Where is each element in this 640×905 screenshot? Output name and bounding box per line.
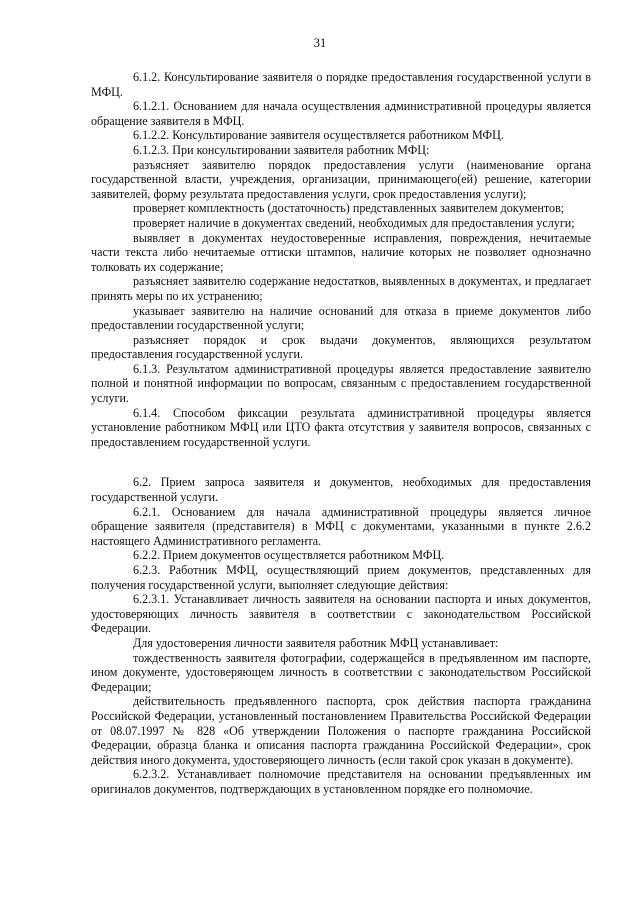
paragraph: разъясняет порядок и срок выдачи документов, являющихся результатом предоставления государственной услуги. <box>91 332 591 362</box>
paragraph: разъясняет заявителю содержание недостатков, выявленных в документах, и предлагает принять меры по их устранению; <box>91 274 591 303</box>
paragraph: 6.1.2.3. При консультировании заявителя работник МФЦ: <box>133 142 430 157</box>
paragraph: 6.1.4. Способом фиксации результата административной процедуры является установление работником МФЦ или ЦТО факта отсутствия у заявителя вопросов, связанных с предоставлением государственной услуги. <box>91 405 591 449</box>
paragraph: Для удостоверения личности заявителя работник МФЦ устанавливает: <box>133 635 499 650</box>
paragraph: выявляет в документах неудостоверенные исправления, повреждения, нечитаемые части текста либо нечитаемые оттиски штампов, наличие которых не позволяет однозначно толковать их содержание; <box>91 230 591 274</box>
paragraph: проверяет комплектность (достаточность) представленных заявителем документов; <box>133 201 565 216</box>
paragraph: 6.2.3.2. Устанавливает полномочие представителя на основании предъявленных им оригиналов документов, подтверждающих в установленном порядке его полномочие. <box>91 767 591 796</box>
paragraph: 6.1.2. Консультирование заявителя о порядке предоставления государственной услуги в МФЦ. <box>91 70 591 99</box>
paragraph: действительность предъявленного паспорта, срок действия паспорта гражданина Российской Федерации, установленный постановлением Правительства Российской Федерации от 08.07.1997 № 828 «Об утверждении Положения о паспорте гражданина Российской Федерации, образца бланка и описания паспорта гражданина Российской Федерации», срок действия иного документа, удостоверяющего личность (если такой срок указан в документе). <box>91 694 591 767</box>
paragraph: 6.1.2.2. Консультирование заявителя осуществляется работником МФЦ. <box>133 128 504 143</box>
paragraph: 6.2.3.1. Устанавливает личность заявителя на основании паспорта и иных документов, удостоверяющих личность заявителя в соответствии с законодательством Российской Федерации. <box>91 592 591 636</box>
paragraph: 6.2.2. Прием документов осуществляется работником МФЦ. <box>133 548 445 563</box>
paragraph: 6.1.2.1. Основанием для начала осуществления административной процедуры является обращение заявителя в МФЦ. <box>91 99 591 128</box>
paragraph: указывает заявителю на наличие оснований для отказа в приеме документов либо предоставлении государственной услуги; <box>91 303 591 333</box>
document-body <box>91 70 591 797</box>
section-gap <box>91 449 591 475</box>
paragraph: тождественность заявителя фотографии, содержащейся в предъявленном им паспорте, ином документе, удостоверяющем личность в соответствии с законодательством Российской Федерации; <box>91 650 591 694</box>
paragraph: 6.1.3. Результатом административной процедуры является предоставление заявителю полной и понятной информации по вопросам, связанным с предоставлением государственной услуги. <box>91 361 591 406</box>
paragraph: 6.2.3. Работник МФЦ, осуществляющий прием документов, представленных для получения государственной услуги, выполняет следующие действия: <box>91 563 591 592</box>
page-number: 31 <box>313 36 327 50</box>
paragraph: разъясняет заявителю порядок предоставления услуги (наименование органа государственной власти, учреждения, организации, принимающего(ей) решение, категории заявителей, форму результата предоставления услуги, срок предоставления услуги); <box>91 157 591 201</box>
section-heading: 6.2. Прием запроса заявителя и документов, необходимых для предоставления государственной услуги. <box>91 475 591 505</box>
paragraph: проверяет наличие в документах сведений, необходимых для предоставления услуги; <box>133 215 575 230</box>
paragraph: 6.2.1. Основанием для начала административной процедуры является личное обращение заявителя (представителя) в МФЦ с документами, указанными в пункте 2.6.2 настоящего Административного регламента. <box>91 504 591 548</box>
